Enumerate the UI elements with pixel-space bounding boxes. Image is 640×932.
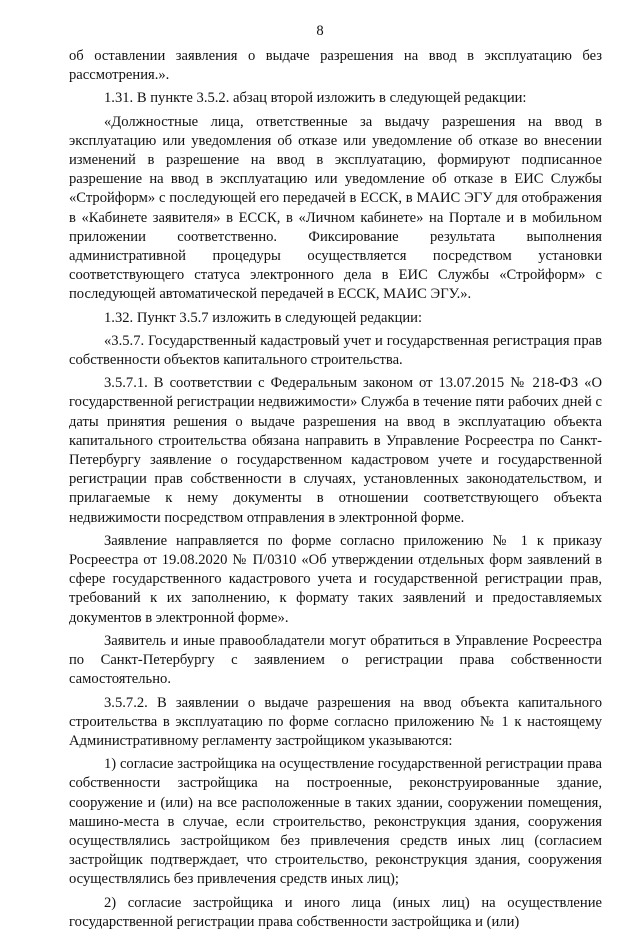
paragraph-item-1-31: 1.31. В пункте 3.5.2. абзац второй изложить в следующей редакции:	[104, 90, 527, 107]
paragraph-item-1-32: 1.32. Пункт 3.5.7 изложить в следующей редакции:	[104, 309, 423, 326]
paragraph-application-form: Заявление направляется по форме согласно приложению № 1 к приказу Росреестра от 19.08.2020 № П/0310 «Об утверждении отдельных форм заявлений в сфере государственного кадастрового учета и государственной регистрации прав, требований к их заполнению, к формату таких заявлений и предоставляемых документов в электронной форме».	[69, 532, 602, 626]
paragraph-quote-3-5-2: «Должностные лица, ответственные за выдачу разрешения на ввод в эксплуатацию или уведомления об отказе или уведомление об отказе во внесении изменений в разрешение на ввод в эксплуатацию, формируют подписанное разрешение на ввод в эксплуатацию или уведомление об отказе в ЕИС Службы «Стройформ» с последующей его передачей в ЕССК, в МАИС ЭГУ для отображения в «Кабинете заявителя» в ЕССК, в «Личном кабинете» на Портале и в мобильном приложении соответственно. Фиксирование результата выполнения административной процедуры осуществляется посредством установки соответствующего статуса электронного дела в ЕИС Службы «Стройформ» с последующей автоматической передачей в ЕССК, МАИС ЭГУ.».	[69, 113, 602, 303]
document-body	[69, 47, 602, 932]
page-number: 8	[316, 23, 324, 39]
paragraph-continuation: об оставлении заявления о выдаче разрешения на ввод в эксплуатацию без рассмотрения.».	[69, 48, 602, 84]
paragraph-section-3-5-7-2: 3.5.7.2. В заявлении о выдаче разрешения на ввод объекта капитального строительства в эксплуатацию по форме согласно приложению № 1 к настоящему Административному регламенту застройщиком указываются:	[69, 694, 602, 749]
paragraph-section-3-5-7: «3.5.7. Государственный кадастровый учет и государственная регистрация прав собственности объектов капитального строительства.	[69, 332, 602, 369]
list-item-1: 1) согласие застройщика на осуществление государственной регистрации права собственности застройщика на построенные, реконструированные здание, сооружение и (или) на все расположенные в таких здании, сооружении помещения, машино-места в случае, если строительство, реконструкция здания, сооружения осуществлялись застройщиком без привлечения средств иных лиц (согласием застройщик подтверждает, что строительство, реконструкция здания, сооружения осуществлялись без привлечения средств иных лиц);	[69, 756, 602, 888]
paragraph-applicant-right: Заявитель и иные правообладатели могут обратиться в Управление Росреестра по Санкт-Петербургу с заявлением о регистрации права собственности самостоятельно.	[69, 632, 602, 688]
paragraph-section-3-5-7-1: 3.5.7.1. В соответствии с Федеральным законом от 13.07.2015 № 218-ФЗ «О государственной регистрации недвижимости» Служба в течение пяти рабочих дней с даты принятия решения о выдаче разрешения на ввод в эксплуатацию объекта капитального строительства обязана направить в Управление Росреестра по Санкт-Петербургу заявление о государственном кадастровом учете и государственной регистрации прав собственности в случаях, установленных законодательством, и прилагаемые к нему документы в отношении соответствующего объекта недвижимости посредством отправления в электронной форме.	[69, 375, 602, 526]
list-item-2: 2) согласие застройщика и иного лица (иных лиц) на осуществление государственной регистрации права собственности застройщика и (или)	[69, 894, 602, 930]
